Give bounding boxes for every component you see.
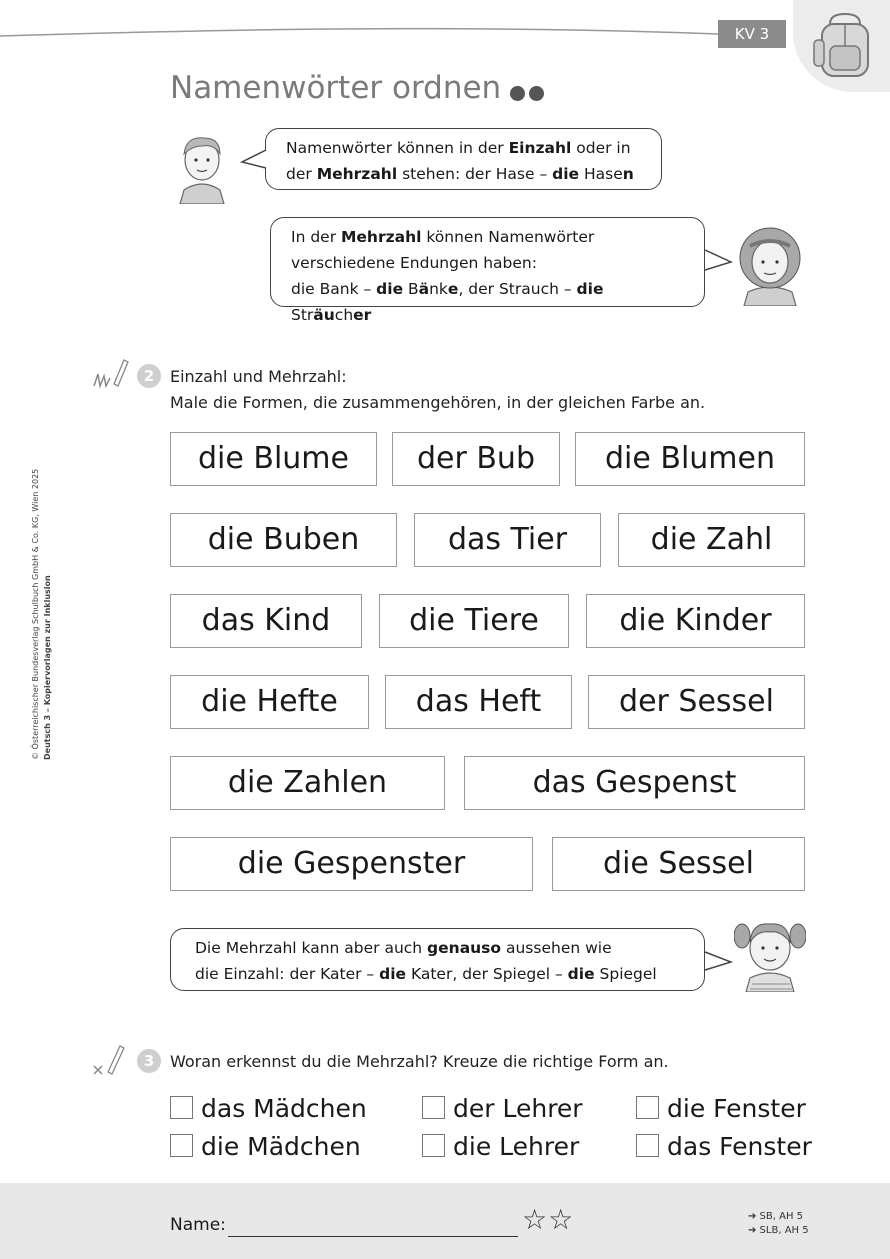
word-box[interactable]: das Heft — [385, 675, 572, 729]
pencil-color-icon — [90, 356, 130, 390]
rating-stars[interactable]: ☆☆ — [522, 1203, 575, 1236]
checkbox[interactable] — [170, 1134, 193, 1157]
word-box[interactable]: die Sessel — [552, 837, 805, 891]
word-box[interactable]: die Zahlen — [170, 756, 445, 810]
word-box[interactable]: der Bub — [392, 432, 560, 486]
pencil-cross-icon — [90, 1042, 130, 1078]
option-die-fenster[interactable]: die Fenster — [636, 1092, 806, 1126]
word-box[interactable]: die Tiere — [379, 594, 569, 648]
checkbox[interactable] — [422, 1096, 445, 1119]
task-number-3: 3 — [137, 1049, 161, 1073]
word-box[interactable]: die Gespenster — [170, 837, 533, 891]
reference-sb: ➔ SB, AH 5 — [748, 1211, 804, 1222]
bubble-line: Namenwörter können in der Einzahl oder in — [286, 139, 631, 157]
checkbox[interactable] — [636, 1096, 659, 1119]
option-die-maedchen[interactable]: die Mädchen — [170, 1130, 361, 1164]
bubble-line: die Bank – die Bänke, der Strauch – die Sträucher — [291, 280, 604, 324]
option-die-lehrer[interactable]: die Lehrer — [422, 1130, 579, 1164]
difficulty-indicator — [510, 86, 548, 105]
speech-bubble-mehrzahl — [270, 217, 705, 324]
girl-curly-illustration — [734, 222, 806, 306]
bubble-line: Die Mehrzahl kann aber auch genauso aussehen wie — [195, 939, 612, 957]
bubble-line: die Einzahl: der Kater – die Kater, der Spiegel – die Spiegel — [195, 965, 657, 983]
instruction-line: Einzahl und Mehrzahl: — [170, 367, 347, 386]
backpack-icon — [812, 10, 878, 80]
bubble-tail — [240, 148, 270, 170]
word-box[interactable]: das Tier — [414, 513, 601, 567]
word-box[interactable]: das Kind — [170, 594, 362, 648]
word-box[interactable]: die Hefte — [170, 675, 369, 729]
girl-pigtails-illustration — [734, 912, 806, 992]
page-title: Namenwörter ordnen — [170, 70, 502, 106]
speech-bubble-gleich — [170, 928, 705, 991]
word-box[interactable]: die Blume — [170, 432, 377, 486]
task3-instruction: Woran erkennst du die Mehrzahl? Kreuze die richtige Form an. — [170, 1052, 669, 1071]
boy-illustration — [174, 128, 230, 204]
checkbox[interactable] — [636, 1134, 659, 1157]
name-input-line[interactable] — [228, 1236, 518, 1237]
word-box[interactable]: der Sessel — [588, 675, 805, 729]
bubble-line: verschiedene Endungen haben: — [291, 254, 537, 272]
option-der-lehrer[interactable]: der Lehrer — [422, 1092, 583, 1126]
word-box[interactable]: die Blumen — [575, 432, 805, 486]
word-box[interactable]: die Zahl — [618, 513, 805, 567]
speech-bubble-einzahl — [265, 128, 662, 190]
difficulty-dot — [529, 86, 544, 101]
option-das-fenster[interactable]: das Fenster — [636, 1130, 812, 1164]
book-title: Deutsch 3 – Kopiervorlagen zur Inklusion — [43, 575, 52, 760]
word-box[interactable]: die Kinder — [586, 594, 805, 648]
difficulty-dot — [510, 86, 525, 101]
checkbox[interactable] — [170, 1096, 193, 1119]
instruction-line: Male die Formen, die zusammengehören, in der gleichen Farbe an. — [170, 393, 706, 412]
book-references — [748, 1210, 809, 1238]
side-copyright — [30, 469, 54, 760]
word-box[interactable]: das Gespenst — [464, 756, 805, 810]
bubble-line: In der Mehrzahl können Namenwörter — [291, 228, 595, 246]
reference-slb: ➔ SLB, AH 5 — [748, 1225, 809, 1236]
bubble-line: der Mehrzahl stehen: der Hase – die Hasen — [286, 165, 634, 183]
bubble-tail — [703, 950, 733, 972]
name-label: Name: — [170, 1215, 226, 1235]
option-das-maedchen[interactable]: das Mädchen — [170, 1092, 367, 1126]
word-box[interactable]: die Buben — [170, 513, 397, 567]
task2-instruction — [170, 364, 705, 416]
copyright-text: © Österreichischer Bundesverlag Schulbuch GmbH & Co. KG, Wien 2025 — [31, 468, 40, 760]
checkbox[interactable] — [422, 1134, 445, 1157]
kv-badge: KV 3 — [718, 20, 786, 48]
bubble-tail — [703, 248, 733, 272]
task-number-2: 2 — [137, 364, 161, 388]
